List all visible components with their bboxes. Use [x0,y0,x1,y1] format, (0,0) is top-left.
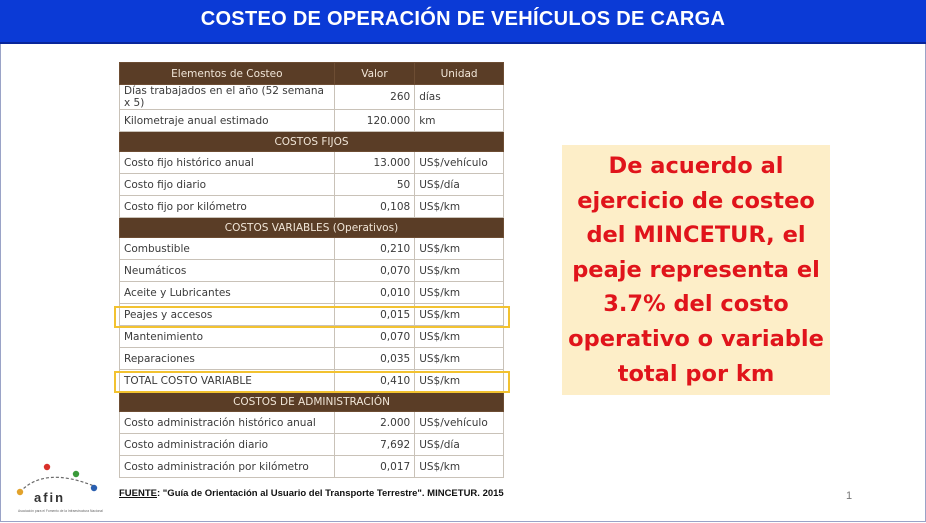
section-title: COSTOS VARIABLES (Operativos) [120,218,504,238]
row-label: TOTAL COSTO VARIABLE [120,370,335,392]
row-value: 0,010 [334,282,414,304]
source-note [119,488,504,499]
title-banner [0,0,926,44]
row-value: 7,692 [334,434,414,456]
row-unit: US$/km [415,304,504,326]
table-row [120,85,504,110]
row-label: Costo fijo histórico anual [120,152,335,174]
row-unit: US$/vehículo [415,152,504,174]
callout-line: 3.7% del costo [603,291,789,318]
row-value: 0,410 [334,370,414,392]
row-unit: US$/km [415,348,504,370]
table-row [120,412,504,434]
row-value: 0,108 [334,196,414,218]
row-value: 50 [334,174,414,196]
row-label: Combustible [120,238,335,260]
table-row [120,260,504,282]
row-unit: US$/km [415,238,504,260]
row-value: 0,017 [334,456,414,478]
row-unit: US$/km [415,456,504,478]
callout-line: operativo o variable [568,325,824,352]
callout-line: ejercicio de costeo [577,187,815,214]
callout-text [562,149,830,391]
row-value: 13.000 [334,152,414,174]
row-unit: km [415,110,504,132]
logo-wordmark: afin [34,490,66,505]
table-header-row [120,63,504,85]
table-row [120,110,504,132]
section-header-variable [120,218,504,238]
section-header-admin [120,392,504,412]
page-number: 1 [846,490,853,502]
row-label: Costo administración diario [120,434,335,456]
row-unit: US$/km [415,282,504,304]
afin-logo-graphic [14,458,104,518]
table-row [120,326,504,348]
logo-caption: Asociación para el Fomento de la Infraestructura Nacional [18,509,103,513]
row-unit: US$/km [415,196,504,218]
callout-line: De acuerdo al [608,153,784,179]
table-row [120,348,504,370]
row-unit: US$/día [415,434,504,456]
row-value: 120.000 [334,110,414,132]
row-label: Kilometraje anual estimado [120,110,335,132]
row-label: Reparaciones [120,348,335,370]
row-value: 0,070 [334,260,414,282]
table-row [120,152,504,174]
row-value: 0,015 [334,304,414,326]
callout-line: del MINCETUR, el [586,222,806,249]
cost-table [119,62,504,478]
row-label: Aceite y Lubricantes [120,282,335,304]
row-value: 260 [334,85,414,110]
callout-box [562,145,830,395]
table-row [120,456,504,478]
table-row [120,282,504,304]
highlight-total-variable [114,371,510,393]
row-label: Mantenimiento [120,326,335,348]
table-row [120,238,504,260]
row-label: Neumáticos [120,260,335,282]
row-unit: días [415,85,504,110]
section-title: COSTOS DE ADMINISTRACIÓN [120,392,504,412]
row-value: 2.000 [334,412,414,434]
afin-logo-icon [14,458,104,518]
row-label: Costo fijo por kilómetro [120,196,335,218]
header-valor: Valor [334,63,414,85]
callout-line: peaje representa el [572,256,820,283]
section-title: COSTOS FIJOS [120,132,504,152]
section-header-fixed [120,132,504,152]
slide-title: COSTEO DE OPERACIÓN DE VEHÍCULOS DE CARGA [200,8,726,30]
callout-line: total por km [617,360,775,387]
row-unit: US$/km [415,370,504,392]
row-label: Costo administración por kilómetro [120,456,335,478]
highlight-peajes [114,306,510,328]
row-value: 0,070 [334,326,414,348]
source-label: FUENTE [119,488,157,499]
row-unit: US$/km [415,326,504,348]
table-row [120,196,504,218]
row-label: Costo administración histórico anual [120,412,335,434]
row-value: 0,210 [334,238,414,260]
row-label: Costo fijo diario [120,174,335,196]
row-value: 0,035 [334,348,414,370]
row-unit: US$/día [415,174,504,196]
row-label: Días trabajados en el año (52 semana x 5) [120,85,335,110]
row-unit: US$/vehículo [415,412,504,434]
row-label: Peajes y accesos [120,304,335,326]
table-row [120,434,504,456]
row-unit: US$/km [415,260,504,282]
source-text: : "Guía de Orientación al Usuario del Transporte Terrestre". MINCETUR. 2015 [157,488,504,499]
table-row [120,174,504,196]
header-elementos: Elementos de Costeo [120,63,335,85]
header-unidad: Unidad [415,63,504,85]
